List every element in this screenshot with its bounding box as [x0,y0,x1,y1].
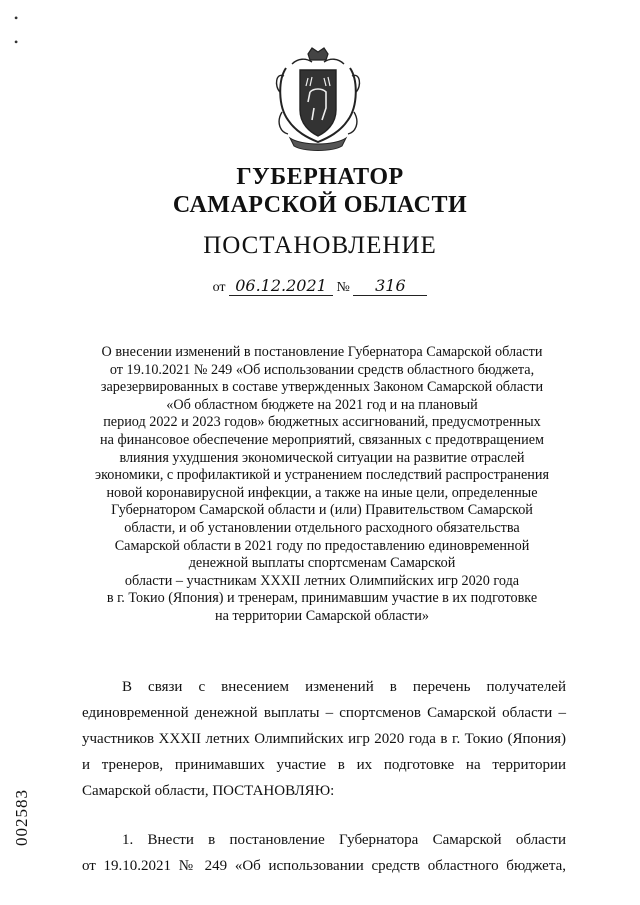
title-line: О внесении изменений в постановление Губернатора Самарской области [101,344,543,360]
title-line: в г. Токио (Япония) и тренерам, принимавшим участие в их подготовке [106,590,538,607]
title-line: влияния ухудшения экономической ситуации на развитие отраслей [119,449,525,466]
title-line: области – участникам XXXII летних Олимпийских игр 2020 года [124,572,520,589]
margin-document-number: 002583 [12,789,31,846]
paragraph-line: участников XXXII летних Олимпийских игр 2020 года в г. Токио (Япония) [82,731,566,747]
number-prefix: № [336,280,350,295]
paragraph-line: В связи с внесением изменений в перечень получателей [122,679,566,695]
margin-document-number-wrapper [12,789,69,866]
corner-marks: • • [14,11,19,49]
number-value: 316 [353,276,427,296]
title-line: области, и об установлении отдельного расходного обязательства [124,519,520,536]
organization-name-line2: САМАРСКОЙ ОБЛАСТИ [172,192,468,218]
document-title [72,344,572,626]
document-type: ПОСТАНОВЛЕНИЕ [203,232,437,259]
title-line: Самарской области в 2021 году по предоставлению единовременной [114,537,530,554]
title-line: денежной выплаты спортсменам Самарской [188,555,456,572]
title-line: «Об областном бюджете на 2021 год и на плановый [166,396,478,413]
item-1-paragraph [82,827,566,879]
title-line: новой коронавирусной инфекции, а также на иные цели, определенные [106,484,538,501]
title-line: период 2022 и 2023 годов» бюджетных ассигнований, предусмотренных [103,414,541,431]
paragraph-line: 1. Внести в постановление Губернатора Самарской области [122,832,566,848]
paragraph-line: единовременной денежной выплаты – спортсменов Самарской области – [82,705,566,721]
title-line: экономики, с профилактикой и устранением последствий распространения [95,467,549,484]
paragraph-line: Самарской области, ПОСТАНОВЛЯЮ: [82,783,335,799]
date-value: 06.12.2021 [229,276,333,296]
paragraph-line: и тренеров, принимавших участие в их подготовке на территории [82,757,566,773]
title-line: от 19.10.2021 № 249 «Об использовании средств областного бюджета, [109,361,535,378]
date-number-line [0,276,640,296]
paragraph-line: от 19.10.2021 № 249 «Об использовании средств областного бюджета, [82,858,566,874]
coat-of-arms-emblem [272,46,364,156]
organization-name-line1: ГУБЕРНАТОР [236,164,404,190]
date-prefix: от [212,280,226,295]
title-line: Губернатором Самарской области и (или) Правительством Самарской [111,502,533,519]
title-line: на территории Самарской области» [215,607,429,624]
preamble-paragraph [82,674,566,804]
title-line: зарезервированных в составе утвержденных Законом Самарской области [100,379,544,396]
title-line: на финансовое обеспечение мероприятий, связанных с предотвращением [100,431,544,448]
